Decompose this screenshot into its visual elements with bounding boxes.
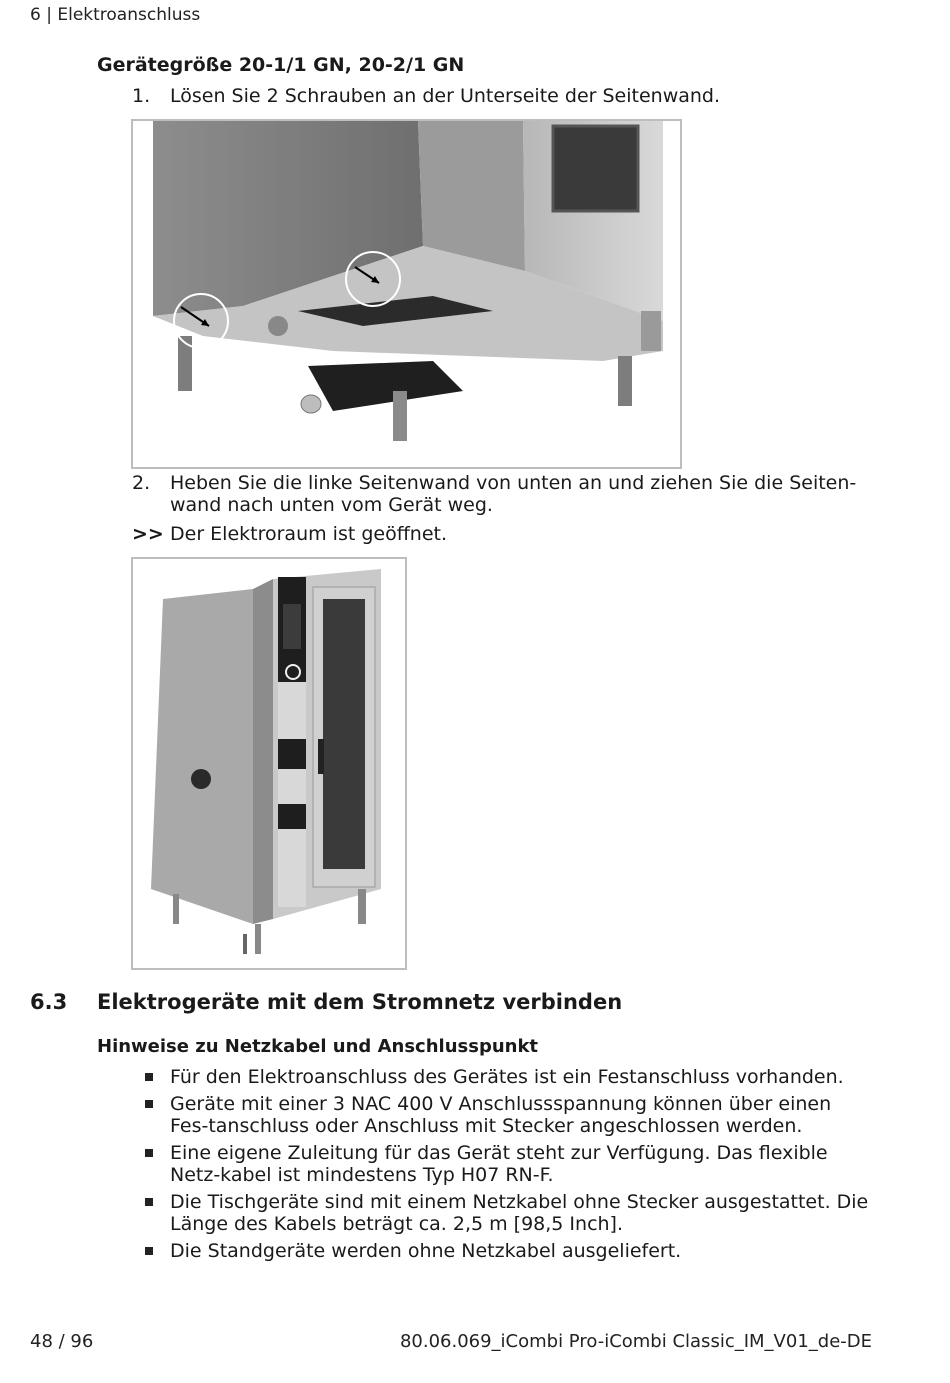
step-number: 1.: [132, 85, 151, 107]
list-item-text: Eine eigene Zuleitung für das Gerät steht zur Verfügung. Das flexible Netz-kabel ist mindestens Typ H07 RN-F.: [170, 1142, 828, 1186]
bullet-square-icon: [145, 1100, 153, 1108]
bullet-square-icon: [145, 1247, 153, 1255]
step-result: [0, 523, 950, 547]
section-title: Elektrogeräte mit dem Stromnetz verbinden: [97, 990, 623, 1014]
list-item-text: Geräte mit einer 3 NAC 400 V Anschlussspannung können über einen Fes-tanschluss oder Anschluss mit Stecker angeschlossen werden.: [170, 1093, 832, 1137]
list-item-text: Die Standgeräte werden ohne Netzkabel ausgeliefert.: [170, 1240, 682, 1262]
result-marker: >>: [132, 523, 164, 545]
step-2: [0, 472, 950, 518]
page-number: 48 / 96: [30, 1331, 94, 1352]
bullet-square-icon: [145, 1198, 153, 1206]
step-number: 2.: [132, 472, 151, 494]
list-item: [0, 1142, 950, 1188]
document-id: 80.06.069_iCombi Pro-iCombi Classic_IM_V01_de-DE: [399, 1331, 872, 1352]
list-item-text: Für den Elektroanschluss des Gerätes ist ein Festanschluss vorhanden.: [170, 1066, 844, 1088]
step-text: Lösen Sie 2 Schrauben an der Unterseite der Seitenwand.: [170, 85, 721, 107]
bullet-square-icon: [145, 1149, 153, 1157]
oven-open-side-illustration: [133, 559, 405, 968]
device-size-heading: Gerätegröße 20-1/1 GN, 20-2/1 GN: [97, 54, 465, 76]
list-item: [0, 1240, 950, 1264]
oven-underside-illustration: [133, 121, 680, 467]
list-item: [0, 1093, 950, 1139]
list-item: [0, 1066, 950, 1090]
figure-underside-screws: [131, 119, 682, 469]
step-text: Heben Sie die linke Seitenwand von unten an und ziehen Sie die Seiten-wand nach unten vom Gerät weg.: [170, 472, 857, 516]
list-item: [0, 1191, 950, 1237]
list-item-text: Die Tischgeräte sind mit einem Netzkabel ohne Stecker ausgestattet. Die Länge des Kabels beträgt ca. 2,5 m [98,5 Inch].: [170, 1191, 869, 1235]
bullet-square-icon: [145, 1073, 153, 1081]
result-text: Der Elektroraum ist geöffnet.: [170, 523, 448, 545]
section-number: 6.3: [30, 990, 68, 1014]
running-header: 6 | Elektroanschluss: [30, 5, 201, 25]
figure-side-panel-removed: [131, 557, 407, 970]
subsection-heading: Hinweise zu Netzkabel und Anschlusspunkt: [97, 1036, 539, 1057]
step-1: [0, 85, 950, 109]
